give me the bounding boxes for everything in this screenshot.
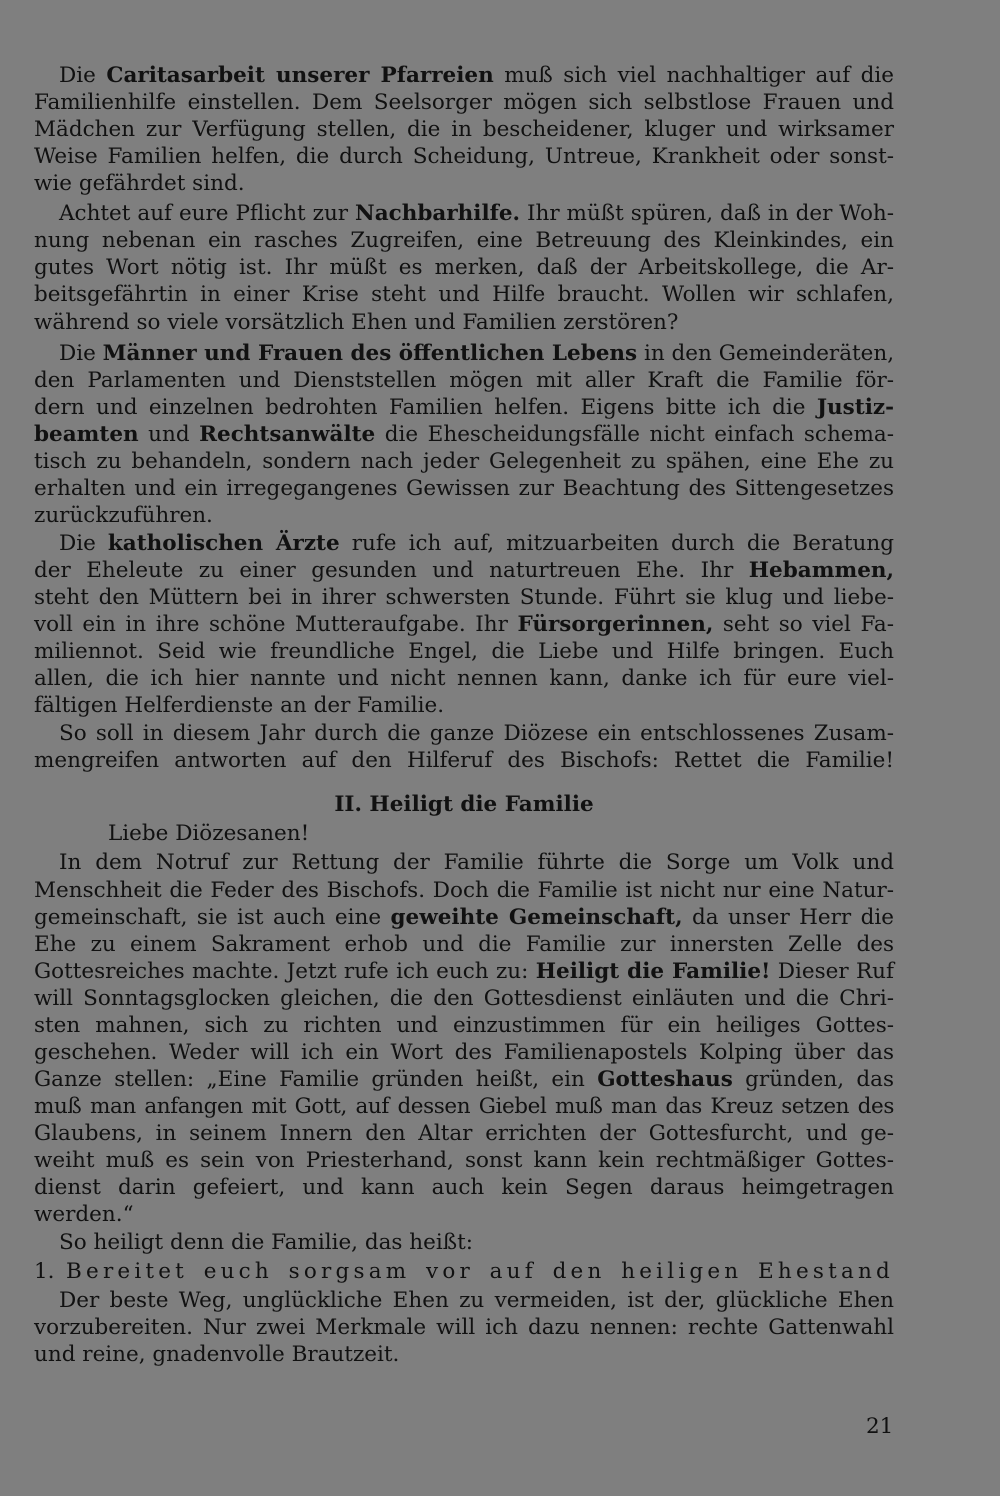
text-run: Ganze stellen: „Eine Familie gründen heißt, ein xyxy=(34,1067,598,1092)
text-run: wie gefährdet sind. xyxy=(34,171,245,196)
text-run: fältigen Helferdienste an der Familie. xyxy=(34,693,445,718)
text-run: voll ein in ihre schöne Mutteraufgabe. Ihr xyxy=(34,612,518,637)
text-run: beitsgefährtin in einer Krise steht und Hilfe braucht. Wollen wir schlafen, xyxy=(34,282,894,307)
text-run: vorzubereiten. Nur zwei Merkmale will ich dazu nennen: rechte Gattenwahl xyxy=(34,1315,894,1340)
text-run: der Eheleute zu einer gesunden und naturtreuen Ehe. Ihr xyxy=(34,558,749,583)
text-line xyxy=(34,904,894,931)
text-line xyxy=(34,281,894,308)
text-run: und xyxy=(138,422,200,447)
text-run: mengreifen antworten auf den Hilferuf des Bischofs: Rettet die Familie! xyxy=(34,748,894,773)
text-line xyxy=(34,309,894,336)
text-line xyxy=(34,1174,894,1201)
text-run: Die xyxy=(59,63,107,88)
text-run: miliennot. Seid wie freundliche Engel, die Liebe und Hilfe bringen. Euch xyxy=(34,639,894,664)
emphasis-text: katholischen Ärzte xyxy=(107,531,340,556)
emphasis-text: geweihte Gemeinschaft, xyxy=(390,905,683,930)
text-line xyxy=(34,394,894,421)
text-run: So soll in diesem Jahr durch die ganze Diözese ein entschlossenes Zusam- xyxy=(59,721,894,746)
text-line xyxy=(34,931,894,958)
text-run: Familienhilfe einstellen. Dem Seelsorger mögen sich selbstlose Frauen und xyxy=(34,90,894,115)
emphasis-text: beamten xyxy=(34,422,139,447)
text-line xyxy=(34,89,894,116)
text-run: da unser Herr die xyxy=(682,905,894,930)
page-number: 21 xyxy=(866,1414,894,1439)
text-line xyxy=(34,170,894,197)
text-run: dienst darin gefeiert, und kann auch kein Segen daraus heimgetragen xyxy=(34,1175,894,1200)
text-run: gutes Wort nötig ist. Ihr müßt es merken, daß der Arbeitskollege, die Ar- xyxy=(34,255,894,280)
text-line xyxy=(34,958,894,985)
emphasis-text: Fürsorgerinnen, xyxy=(517,612,714,637)
text-run: in den Gemeinderäten, xyxy=(637,341,895,366)
text-line xyxy=(34,557,894,584)
emphasis-text: Caritasarbeit unserer Pfarreien xyxy=(106,63,494,88)
text-line xyxy=(34,340,894,367)
text-run: gründen, das xyxy=(732,1067,894,1092)
text-line xyxy=(34,116,894,143)
text-line xyxy=(34,665,894,692)
text-run: dern und einzelnen bedrohten Familien helfen. Eigens bitte ich die xyxy=(34,395,817,420)
text-run: will Sonntagsglocken gleichen, die den Gottesdienst einläuten und die Chri- xyxy=(34,986,894,1011)
text-line xyxy=(34,1201,894,1228)
text-line xyxy=(34,62,894,89)
text-line xyxy=(34,720,894,747)
text-run: nung nebenan ein rasches Zugreifen, eine Betreuung des Kleinkindes, ein xyxy=(34,228,894,253)
text-run: Achtet auf eure Pflicht zur xyxy=(59,201,356,226)
text-run: sten mahnen, sich zu richten und einzustimmen für ein heiliges Gottes- xyxy=(34,1013,894,1038)
text-line xyxy=(34,1012,894,1039)
emphasis-text: Heiligt die Familie! xyxy=(535,959,771,984)
text-line xyxy=(34,584,894,611)
text-run: 1. xyxy=(34,1259,67,1284)
text-line xyxy=(34,1120,894,1147)
text-run: So heiligt denn die Familie, das heißt: xyxy=(59,1230,473,1255)
text-run: den Parlamenten und Dienststellen mögen mit aller Kraft die Familie för- xyxy=(34,368,894,393)
text-run: muß sich viel nachhaltiger auf die xyxy=(493,63,894,88)
text-run: seht so viel Fa- xyxy=(713,612,894,637)
text-line xyxy=(34,747,894,774)
emphasis-text: II. Heiligt die Familie xyxy=(334,792,594,817)
emphasis-text: Männer und Frauen des öffentlichen Lebens xyxy=(102,341,638,366)
text-run: werden.“ xyxy=(34,1202,134,1227)
text-run: Menschheit die Feder des Bischofs. Doch die Familie ist nicht nur eine Natur- xyxy=(34,878,894,903)
text-line xyxy=(34,1066,894,1093)
text-run: muß man anfangen mit Gott, auf dessen Giebel muß man das Kreuz setzen des xyxy=(34,1094,894,1119)
text-run: Bereitet euch sorgsam vor auf den heiligen Ehestand xyxy=(66,1259,894,1284)
text-run: während so viele vorsätzlich Ehen und Familien zerstören? xyxy=(34,310,679,335)
text-line xyxy=(34,1093,894,1120)
text-run: und reine, gnadenvolle Brautzeit. xyxy=(34,1342,400,1367)
text-run: die Ehescheidungsfälle nicht einfach schema- xyxy=(375,422,894,447)
text-line xyxy=(34,791,894,818)
text-run: rufe ich auf, mitzuarbeiten durch die Beratung xyxy=(339,531,894,556)
text-line xyxy=(34,200,894,227)
text-line xyxy=(34,1258,894,1285)
text-run: geschehen. Weder will ich ein Wort des Familienapostels Kolping über das xyxy=(34,1040,894,1065)
text-line xyxy=(34,448,894,475)
text-line xyxy=(34,254,894,281)
text-run: Mädchen zur Verfügung stellen, die in bescheidener, kluger und wirksamer xyxy=(34,117,894,142)
text-line xyxy=(34,1039,894,1066)
text-run: In dem Notruf zur Rettung der Familie führte die Sorge um Volk und xyxy=(59,850,894,875)
text-line xyxy=(34,1287,894,1314)
text-line xyxy=(34,611,894,638)
text-run: allen, die ich hier nannte und nicht nennen kann, danke ich für eure viel- xyxy=(34,666,894,691)
text-run: Liebe Diözesanen! xyxy=(108,821,310,846)
text-line xyxy=(34,475,894,502)
text-run: Der beste Weg, unglückliche Ehen zu vermeiden, ist der, glückliche Ehen xyxy=(59,1288,894,1313)
text-line xyxy=(34,530,894,557)
text-run: Die xyxy=(59,531,108,556)
text-line xyxy=(34,502,894,529)
text-line xyxy=(34,143,894,170)
emphasis-text: Justiz- xyxy=(816,395,894,420)
text-line xyxy=(34,1341,894,1368)
text-line xyxy=(34,1314,894,1341)
text-run: Dieser Ruf xyxy=(770,959,894,984)
text-run: Die xyxy=(59,341,103,366)
text-line xyxy=(34,985,894,1012)
text-run: Ehe zu einem Sakrament erhob und die Familie zur innersten Zelle des xyxy=(34,932,894,957)
text-line xyxy=(34,877,894,904)
text-line xyxy=(34,820,894,847)
emphasis-text: Nachbarhilfe. xyxy=(355,201,521,226)
text-run: tisch zu behandeln, sondern nach jeder Gelegenheit zu spähen, eine Ehe zu xyxy=(34,449,894,474)
text-run: Ihr müßt spüren, daß in der Woh- xyxy=(520,201,894,226)
emphasis-text: Hebammen, xyxy=(748,558,894,583)
emphasis-text: Rechtsanwälte xyxy=(199,422,376,447)
text-run: erhalten und ein irregegangenes Gewissen zur Beachtung des Sittengesetzes xyxy=(34,476,894,501)
text-line xyxy=(34,1147,894,1174)
text-run: weiht muß es sein von Priesterhand, sonst kann kein rechtmäßiger Gottes- xyxy=(34,1148,894,1173)
text-line xyxy=(34,421,894,448)
text-line xyxy=(34,638,894,665)
text-run: steht den Müttern bei in ihrer schwersten Stunde. Führt sie klug und liebe- xyxy=(34,585,894,610)
text-line xyxy=(34,367,894,394)
emphasis-text: Gotteshaus xyxy=(597,1067,733,1092)
text-run: Weise Familien helfen, die durch Scheidung, Untreue, Krankheit oder sonst- xyxy=(34,144,894,169)
text-run: zurückzuführen. xyxy=(34,503,213,528)
text-line xyxy=(34,849,894,876)
text-run: Glaubens, in seinem Innern den Altar errichten der Gottesfurcht, und ge- xyxy=(34,1121,894,1146)
text-line xyxy=(34,692,894,719)
text-line xyxy=(34,227,894,254)
text-run: Gottesreiches machte. Jetzt rufe ich euch zu: xyxy=(34,959,536,984)
text-line xyxy=(34,1229,894,1256)
text-run: gemeinschaft, sie ist auch eine xyxy=(34,905,391,930)
